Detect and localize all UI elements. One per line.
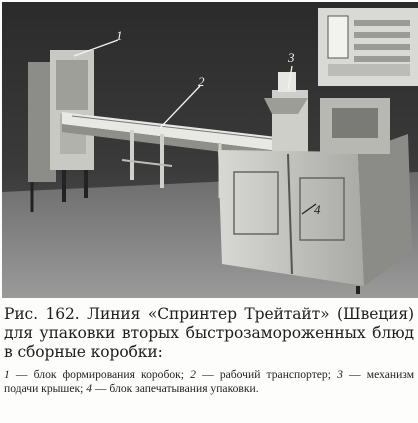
callout-2: 2 — [198, 74, 205, 89]
legend-text-2: рабочий транспортер; — [219, 368, 331, 381]
callout-1: 1 — [116, 28, 123, 43]
legend-num-4: 4 — [86, 382, 93, 395]
legend-text-1: блок формирования коробок; — [33, 368, 185, 381]
control-panel — [318, 8, 418, 86]
caption-text: Рис. 162. Линия «Спринтер Трейтайт» (Швеция) для упаковки вторых быстрозамороженных блюд в сборные коробки: — [4, 305, 414, 361]
figure-legend: 1 — блок формирования коробок; 2 — рабочий транспортер; 3 — механизм подачи крышек; 4 — блок запечатывания упаковки. — [4, 368, 415, 395]
figure-caption — [4, 305, 414, 396]
legend-text-4: блок запечатывания упаковки. — [109, 382, 259, 395]
callout-3: 3 — [288, 50, 295, 65]
legend-num-1: 1 — [4, 368, 10, 381]
callout-4: 4 — [314, 202, 321, 217]
legend-text-3: механизм подачи крышек; — [4, 368, 415, 395]
packaging-line-photo — [2, 2, 418, 298]
legend-num-2: 2 — [190, 368, 196, 381]
legend-num-3: 3 — [337, 368, 343, 381]
